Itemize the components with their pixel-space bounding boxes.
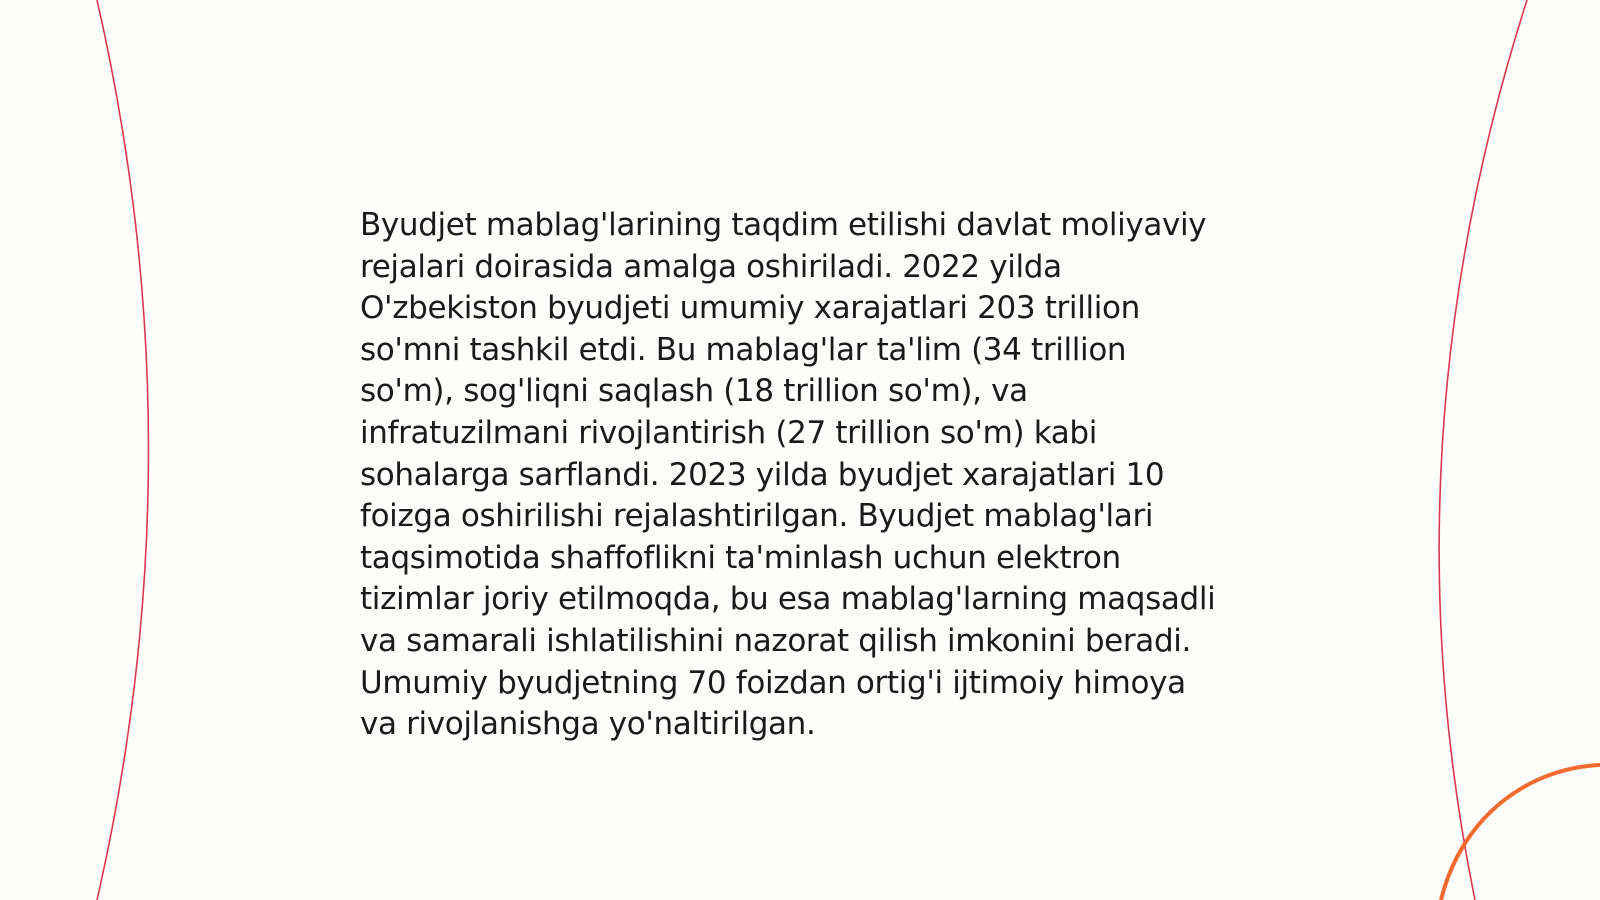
slide-body-text: Byudjet mablag'larining taqdim etilishi davlat moliyaviy rejalari doirasida amalga oshiriladi. 2022 yilda O'zbekiston byudjeti umumiy xarajatlari 203 trillion so'mni tashkil etdi. Bu mablag'lar ta'lim (34 trillion so'm), sog'liqni saqlash (18 trillion so'm), va infratuzilmani rivojlantirish (27 trillion so'm) kabi sohalarga sarflandi. 2023 yilda byudjet xarajatlari 10 foizga oshirilishi rejalashtirilgan. Byudjet mablag'lari taqsimotida shaffoflikni ta'minlash uchun elektron tizimlar joriy etilmoqda, bu esa mablag'larning maqsadli va samarali ishlatilishini nazorat qilish imkonini beradi. Umumiy byudjetning 70 foizdan ortig'i ijtimoiy himoya va rivojlanishga yo'naltirilgan.	[360, 207, 1216, 743]
orange-arc	[1441, 765, 1600, 900]
left-curve-line	[97, 0, 149, 900]
right-curve-line	[1439, 0, 1527, 900]
